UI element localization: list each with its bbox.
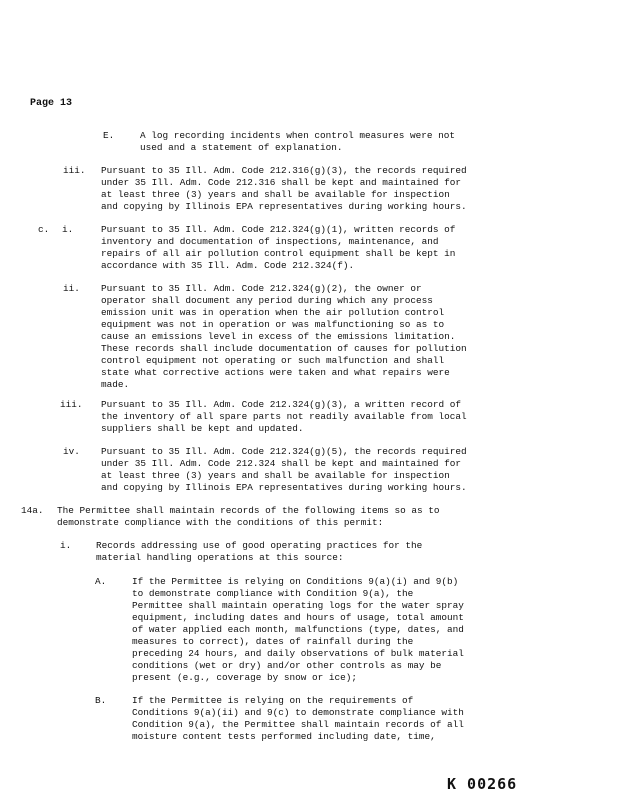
page-header: Page 13 <box>30 98 73 109</box>
item-line: If the Permittee is relying on Conditions 9(a)(i) and 9(b) <box>132 576 459 587</box>
item-label: iii. <box>63 165 86 176</box>
item-line: repairs of all air pollution control equipment shall be kept in <box>101 248 456 259</box>
item-line: suppliers shall be kept and updated. <box>101 423 304 434</box>
item-line: moisture content tests performed including date, time, <box>132 731 436 742</box>
item-line: state what corrective actions were taken and what repairs were <box>101 367 450 378</box>
item-line: These records shall include documentation of causes for pollution <box>101 343 467 354</box>
item-line: operator shall document any period during which any process <box>101 295 433 306</box>
item-line: of water applied each month, malfunctions (type, dates, and <box>132 624 464 635</box>
item-line: material handling operations at this source: <box>96 552 344 563</box>
item-line: inventory and documentation of inspections, maintenance, and <box>101 236 439 247</box>
item-line: demonstrate compliance with the conditions of this permit: <box>57 517 384 528</box>
item-line: emission unit was in operation when the air pollution control <box>101 307 445 318</box>
item-line: at least three (3) years and shall be available for inspection <box>101 189 450 200</box>
item-line: at least three (3) years and shall be available for inspection <box>101 470 450 481</box>
item-line: measures to correct), dates of rainfall during the <box>132 636 414 647</box>
item-label: B. <box>95 695 107 706</box>
item-line: Pursuant to 35 Ill. Adm. Code 212.324(g)(5), the records required <box>101 446 467 457</box>
item-line: If the Permittee is relying on the requirements of <box>132 695 414 706</box>
item-line: The Permittee shall maintain records of the following items so as to <box>57 505 440 516</box>
item-label: iii. <box>60 399 83 410</box>
item-line: the inventory of all spare parts not readily available from local <box>101 411 467 422</box>
item-line: Conditions 9(a)(ii) and 9(c) to demonstrate compliance with <box>132 707 464 718</box>
item-line: control equipment not operating or such malfunction and shall <box>101 355 445 366</box>
item-line: A log recording incidents when control measures were not <box>140 130 456 141</box>
item-line: cause an emissions level in excess of the emissions limitation. <box>101 331 456 342</box>
item-line: and copying by Illinois EPA representatives during working hours. <box>101 482 467 493</box>
item-line: Pursuant to 35 Ill. Adm. Code 212.324(g)(2), the owner or <box>101 283 422 294</box>
item-line: preceding 24 hours, and daily observations of bulk material <box>132 648 464 659</box>
item-label: E. <box>103 130 115 141</box>
item-line: Permittee shall maintain operating logs for the water spray <box>132 600 464 611</box>
item-sublabel: i. <box>62 224 74 235</box>
item-line: made. <box>101 379 130 390</box>
item-label: i. <box>60 540 72 551</box>
item-label: 14a. <box>21 505 44 516</box>
item-line: Condition 9(a), the Permittee shall maintain records of all <box>132 719 464 730</box>
item-label: c. <box>38 224 50 235</box>
item-label: ii. <box>63 283 80 294</box>
item-line: under 35 Ill. Adm. Code 212.324 shall be kept and maintained for <box>101 458 462 469</box>
item-label: iv. <box>63 446 80 457</box>
item-line: under 35 Ill. Adm. Code 212.316 shall be kept and maintained for <box>101 177 462 188</box>
item-line: present (e.g., coverage by snow or ice); <box>132 672 358 683</box>
item-line: to demonstrate compliance with Condition 9(a), the <box>132 588 414 599</box>
item-line: equipment, including dates and hours of usage, total amount <box>132 612 464 623</box>
item-line: Pursuant to 35 Ill. Adm. Code 212.324(g)(1), written records of <box>101 224 456 235</box>
item-line: used and a statement of explanation. <box>140 142 343 153</box>
item-line: and copying by Illinois EPA representatives during working hours. <box>101 201 467 212</box>
item-line: Records addressing use of good operating practices for the <box>96 540 423 551</box>
item-line: conditions (wet or dry) and/or other controls as may be <box>132 660 442 671</box>
item-line: accordance with 35 Ill. Adm. Code 212.324(f). <box>101 260 355 271</box>
item-line: Pursuant to 35 Ill. Adm. Code 212.316(g)(3), the records required <box>101 165 467 176</box>
item-line: Pursuant to 35 Ill. Adm. Code 212.324(g)(3), a written record of <box>101 399 462 410</box>
bates-stamp: K 00266 <box>447 775 518 793</box>
item-line: equipment was not in operation or was malfunctioning so as to <box>101 319 445 330</box>
item-label: A. <box>95 576 107 587</box>
